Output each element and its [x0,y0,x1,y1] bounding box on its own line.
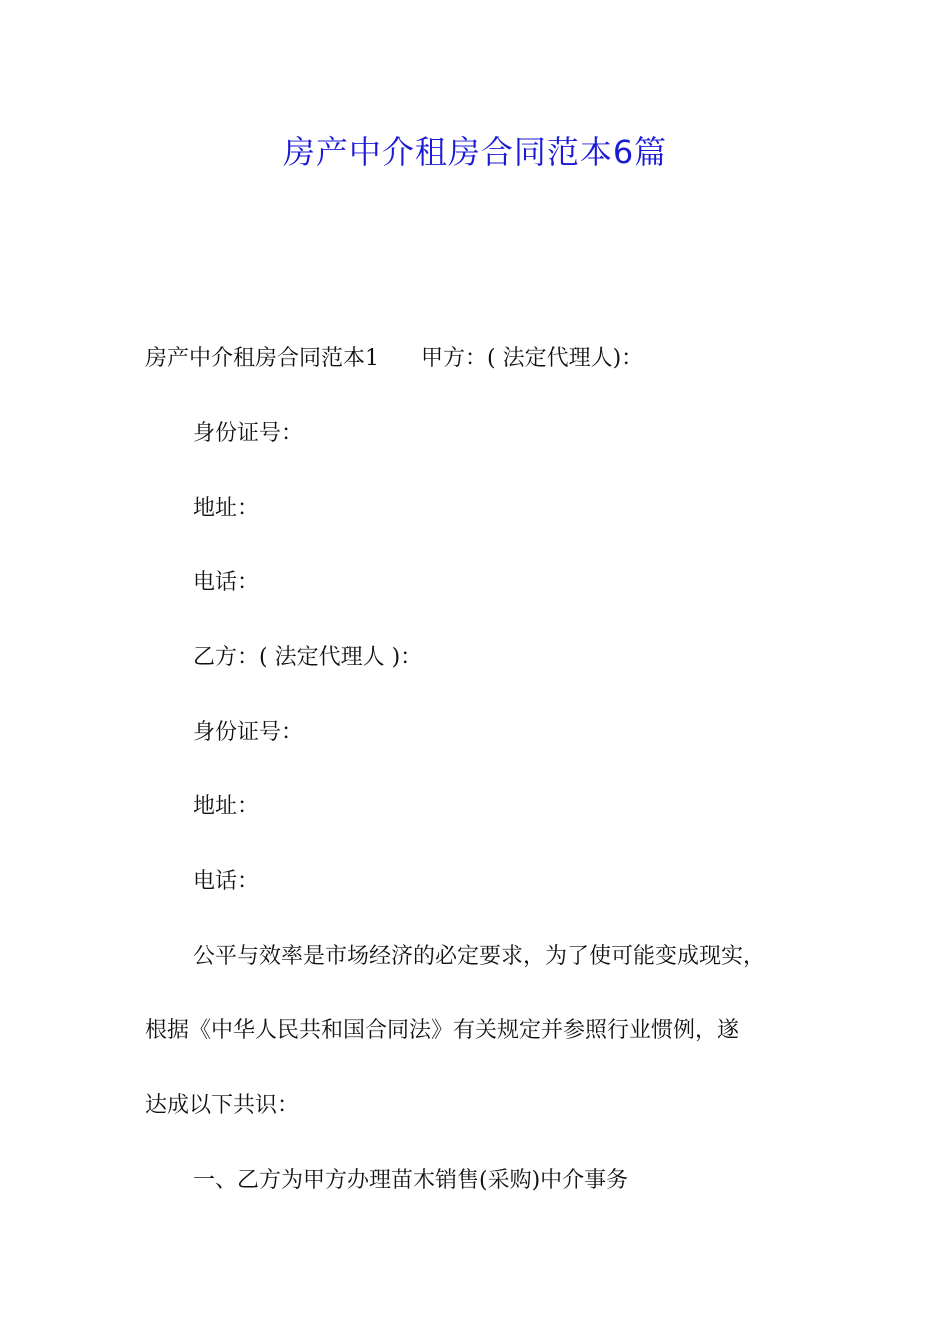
party-b-label: 乙方：( 法定代理人 )： [193,645,423,670]
preamble-line-2: 根据《中华人民共和国合同法》有关规定并参照行业惯例，遂 [145,1018,740,1043]
party-a-id-field: 身份证号： [193,421,304,446]
party-b-phone-field: 电话： [193,869,260,894]
party-b-address-field: 地址： [193,794,260,819]
party-a-address-field: 地址： [193,496,260,521]
party-b-id-field: 身份证号： [193,720,304,745]
heading-line [145,343,643,375]
party-a-phone-field: 电话： [193,570,260,595]
preamble-line-3: 达成以下共识： [145,1093,300,1118]
section-heading: 房产中介租房合同范本1 [145,346,379,371]
party-a-label: 甲方：( 法定代理人)： [421,346,644,371]
document-title: 房产中介租房合同范本6篇 [282,133,668,171]
clause-1: 一、乙方为甲方办理苗木销售(采购)中介事务 [193,1168,629,1193]
preamble-line-1: 公平与效率是市场经济的必定要求，为了使可能变成现实， [193,944,766,969]
